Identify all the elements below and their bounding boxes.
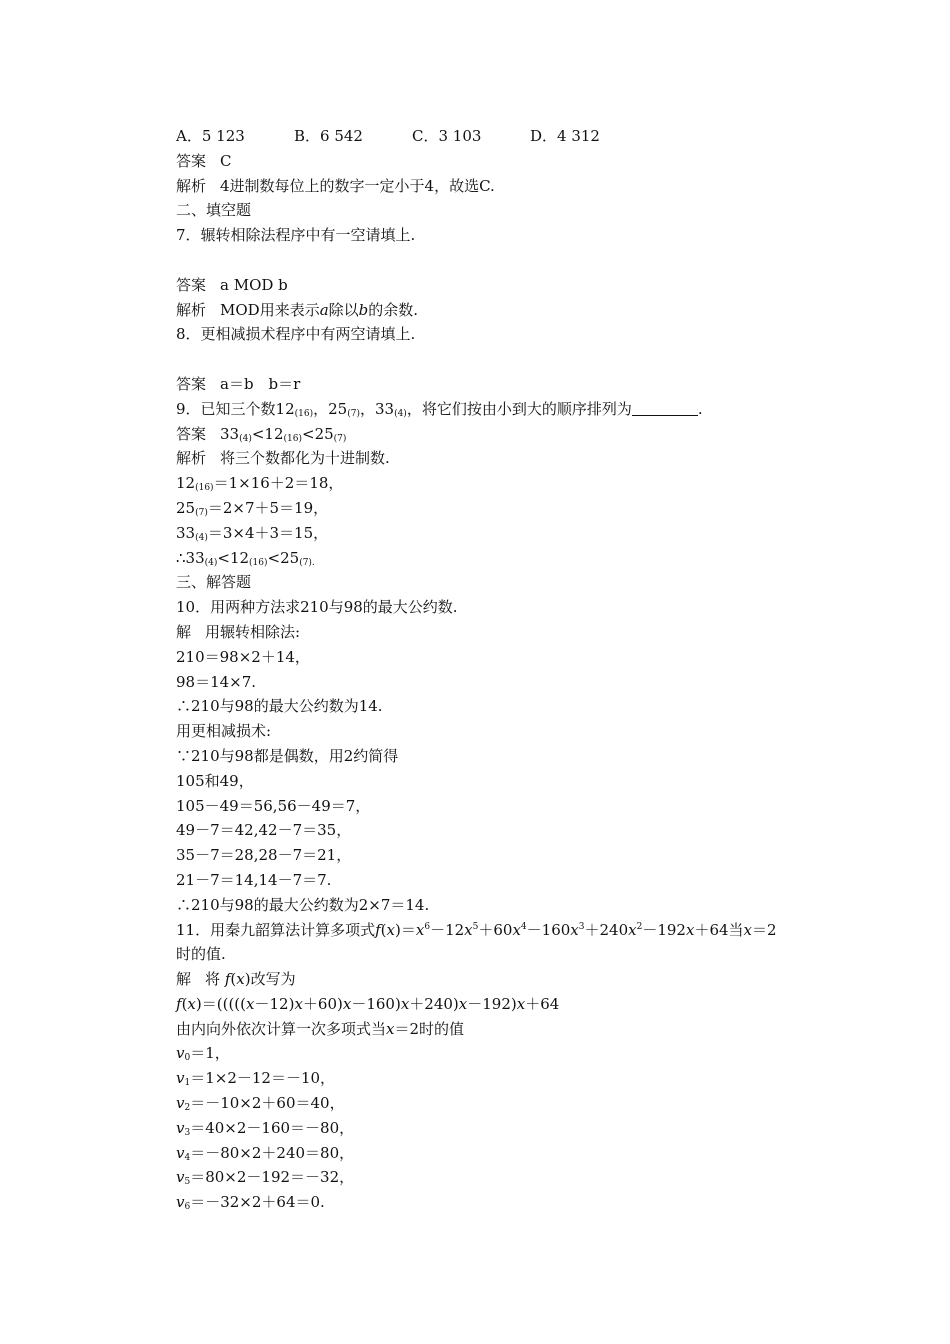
option-c: C．3 103: [412, 127, 482, 145]
q11-step: $v_5=80\times 2-192=-32$，: [176, 1168, 355, 1188]
answer-blank: [632, 401, 698, 416]
q10-solution-intro: 解 用辗转相除法:: [176, 622, 301, 641]
q10-solution-line: 49－7＝42,42－7＝35，: [176, 821, 352, 840]
q6-options: [176, 124, 826, 149]
q9-analysis: 解析 将三个数都化为十进制数.: [176, 449, 390, 468]
q9-question: 9．已知三个数$12_{(16)}$，$25_{(7)}$，$33_{(4)}$，将它们按由小到大的顺序排列为 .: [176, 399, 703, 419]
q6-answer: 答案 C: [176, 151, 232, 170]
q7-answer: 答案 a MOD b: [176, 275, 288, 294]
section-heading-2: 二、填空题: [176, 201, 252, 220]
q6-analysis: 解析 4进制数每位上的数字一定小于4，故选C.: [176, 176, 495, 195]
q10-solution-line: ∴210与98的最大公约数为2×7＝14.: [176, 895, 430, 914]
q7-analysis: 解析 MOD用来表示a除以b的余数.: [176, 300, 419, 319]
q11-horner-form: f(x)＝(((((x－12)x＋60)x－160)x＋240)x－192)x＋64: [176, 994, 560, 1013]
q11-solution: 解 将 f(x)改写为: [176, 970, 296, 989]
q11-question: 11．用秦九韶算法计算多项式$f(x)=x^6-12x^5+60x^4-160x^3+240x^2-192x+64$当x＝2: [176, 920, 777, 939]
q11-step: $v_0=1$，: [176, 1044, 230, 1064]
q7-question: 7．辗转相除法程序中有一空请填上.: [176, 226, 416, 245]
q10-solution-lines: [176, 645, 826, 918]
program-gap: [176, 248, 826, 273]
q10-solution-line: 210＝98×2＋14，: [176, 647, 310, 666]
q11-step: $v_1=1\times 2-12=-10$，: [176, 1069, 336, 1089]
program-gap: [176, 347, 826, 372]
q8-answer: 答案 a＝b b＝r: [176, 374, 301, 393]
option-a: A．5 123: [176, 127, 245, 145]
q10-solution-line: ∴210与98的最大公约数为14.: [176, 697, 383, 716]
q10-solution-line: ∵210与98都是偶数，用2约简得: [176, 746, 399, 765]
q10-question: 10．用两种方法求210与98的最大公约数.: [176, 598, 458, 617]
q10-solution-line: 用更相减损术:: [176, 722, 272, 741]
q10-solution-line: 105－49＝56,56－49＝7，: [176, 796, 371, 815]
option-b: B．6 542: [294, 127, 363, 145]
q9-step: $25_{(7)}=2\times 7+5=19$，: [176, 498, 329, 518]
q10-solution-line: 35－7＝28,28－7＝21，: [176, 846, 352, 865]
q11-steps: [176, 1041, 826, 1215]
q8-question: 8．更相减损术程序中有两空请填上.: [176, 325, 416, 344]
option-d: D．4 312: [530, 127, 600, 145]
q11-question-cont: 时的值.: [176, 945, 226, 964]
q11-order: 由内向外依次计算一次多项式当x＝2时的值: [176, 1019, 465, 1038]
q11-step: $v_4=-80\times 2+240=80$，: [176, 1143, 355, 1163]
q9-conclusion: $\therefore 33_{(4)}<12_{(16)}<25_{(7).}$: [176, 548, 315, 568]
q9-step: $33_{(4)}=3\times 4+3=15$，: [176, 523, 329, 543]
section-heading-3: 三、解答题: [176, 573, 252, 592]
q11-step: $v_3=40\times 2-160=-80$，: [176, 1118, 355, 1138]
document-page: [176, 124, 826, 1215]
q9-step: $12_{(16)}=1\times 16+2=18$，: [176, 474, 344, 494]
q11-step: $v_2=-10\times 2+60=40$，: [176, 1094, 345, 1114]
q10-solution-line: 21－7＝14,14－7＝7.: [176, 870, 332, 889]
q11-step: $v_6=-32\times 2+64=0$.: [176, 1193, 325, 1213]
q10-solution-line: 98＝14×7.: [176, 672, 257, 691]
q9-answer: 答案 $33_{(4)}<12_{(16)}<25_{(7)}$: [176, 424, 347, 444]
q10-solution-line: 105和49，: [176, 771, 254, 790]
